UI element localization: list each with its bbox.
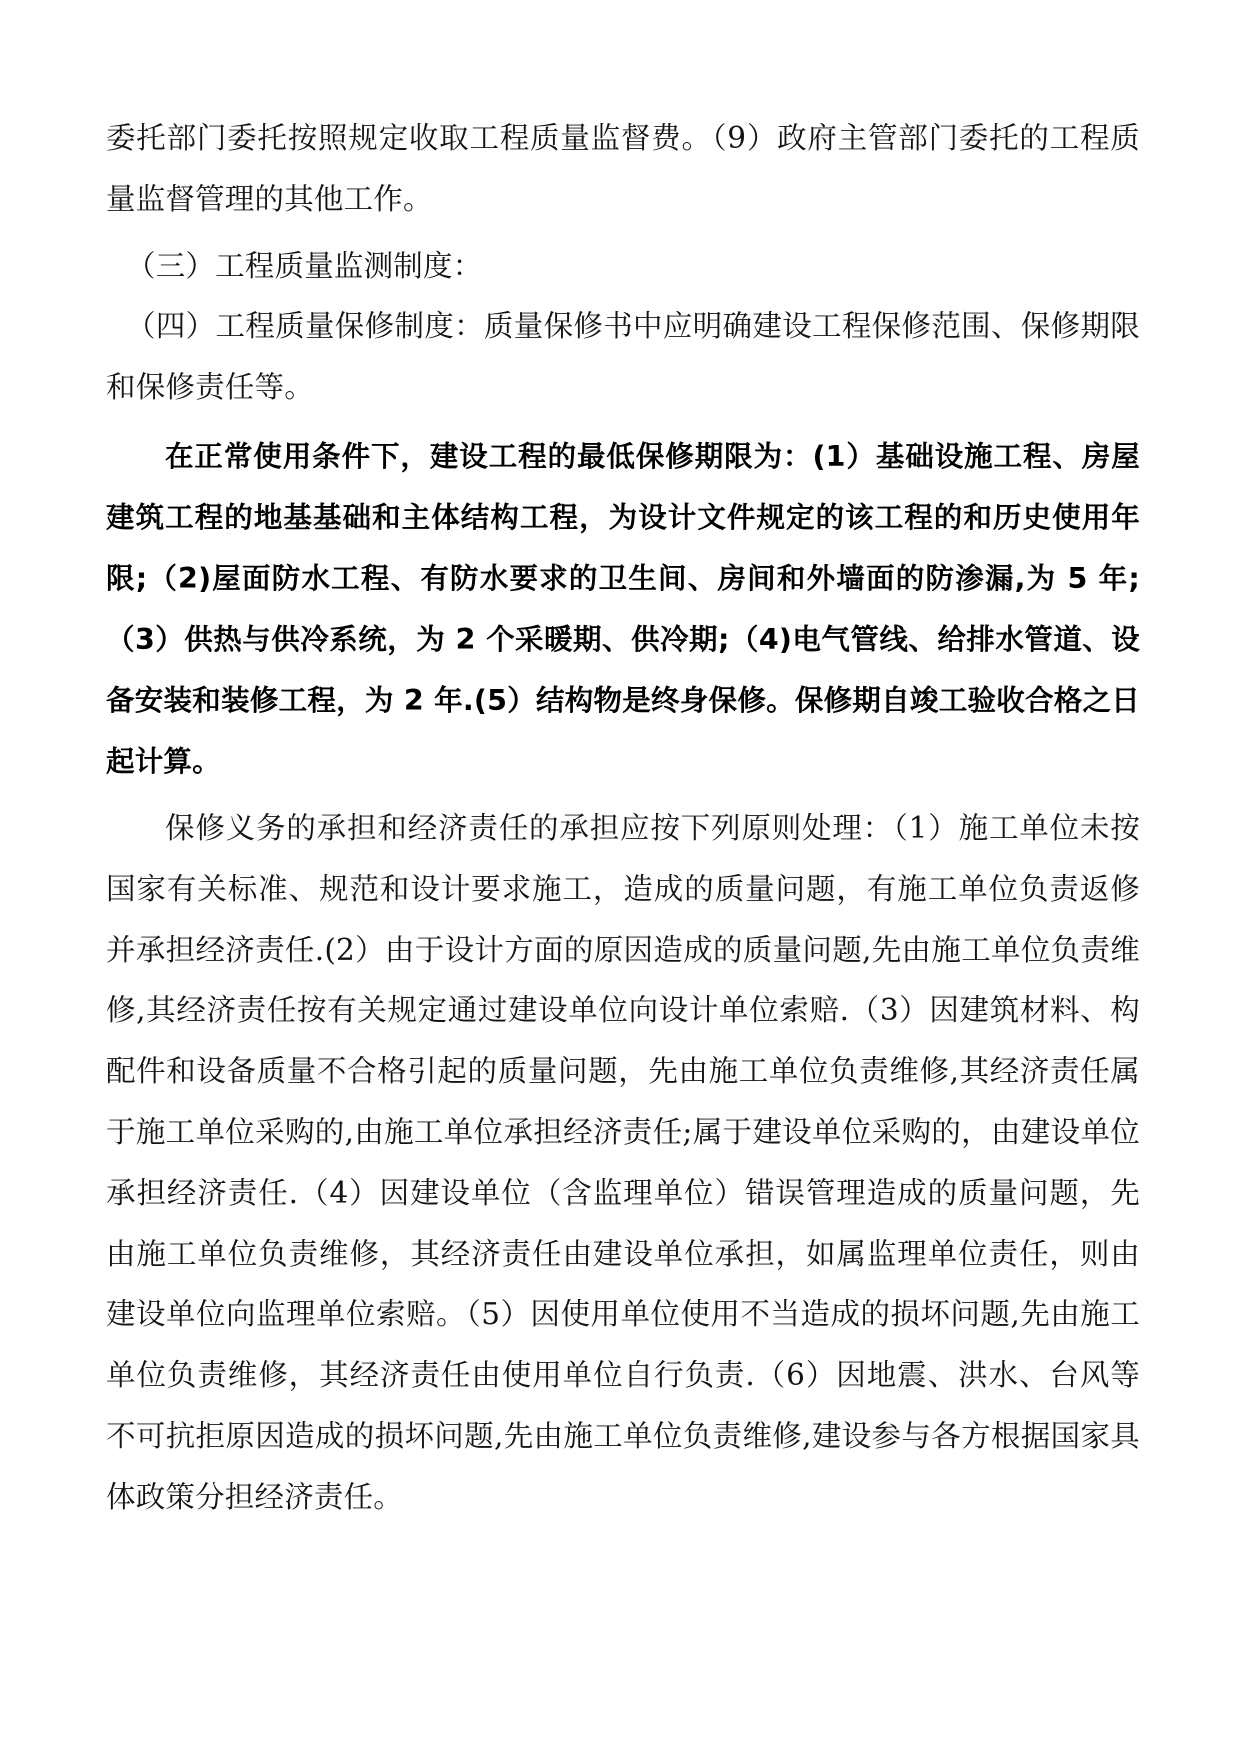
- heading-quality-monitoring-system: （三）工程质量监测制度：: [126, 248, 483, 283]
- document-body: [106, 108, 1140, 1528]
- paragraph-supervision-duties: 委托部门委托按照规定收取工程质量监督费。（9）政府主管部门委托的工程质量监督管理的其他工作。: [106, 121, 1140, 216]
- paragraph-warranty-system: （四）工程质量保修制度：质量保修书中应明确建设工程保修范围、保修期限和保修责任等。: [106, 309, 1140, 405]
- paragraph-warranty-liability-principles: 保修义务的承担和经济责任的承担应按下列原则处理：（1）施工单位未按国家有关标准、规范和设计要求施工，造成的质量问题，有施工单位负责返修并承担经济责任.(2）由于设计方面的原因造成的质量问题,先由施工单位负责维修,其经济责任按有关规定通过建设单位向设计单位索赔.（3）因建筑材料、构配件和设备质量不合格引起的质量问题，先由施工单位负责维修,其经济责任属于施工单位采购的,由施工单位承担经济责任;属于建设单位采购的，由建设单位承担经济责任.（4）因建设单位（含监理单位）错误管理造成的质量问题，先由施工单位负责维修，其经济责任由建设单位承担，如属监理单位责任，则由建设单位向监理单位索赔。（5）因使用单位使用不当造成的损坏问题,先由施工单位负责维修，其经济责任由使用单位自行负责.（6）因地震、洪水、台风等不可抗拒原因造成的损坏问题,先由施工单位负责维修,建设参与各方根据国家具体政策分担经济责任。: [106, 810, 1140, 1514]
- paragraph-minimum-warranty-periods: 在正常使用条件下，建设工程的最低保修期限为：(1）基础设施工程、房屋建筑工程的地基基础和主体结构工程，为设计文件规定的该工程的和历史使用年限;（2)屋面防水工程、有防水要求的卫生间、房间和外墙面的防渗漏,为 5 年;（3）供热与供冷系统，为 2 个采暖期、供冷期;（4)电气管线、给排水管道、设备安装和装修工程，为 2 年.(5）结构物是终身保修。保修期自竣工验收合格之日起计算。: [106, 439, 1140, 778]
